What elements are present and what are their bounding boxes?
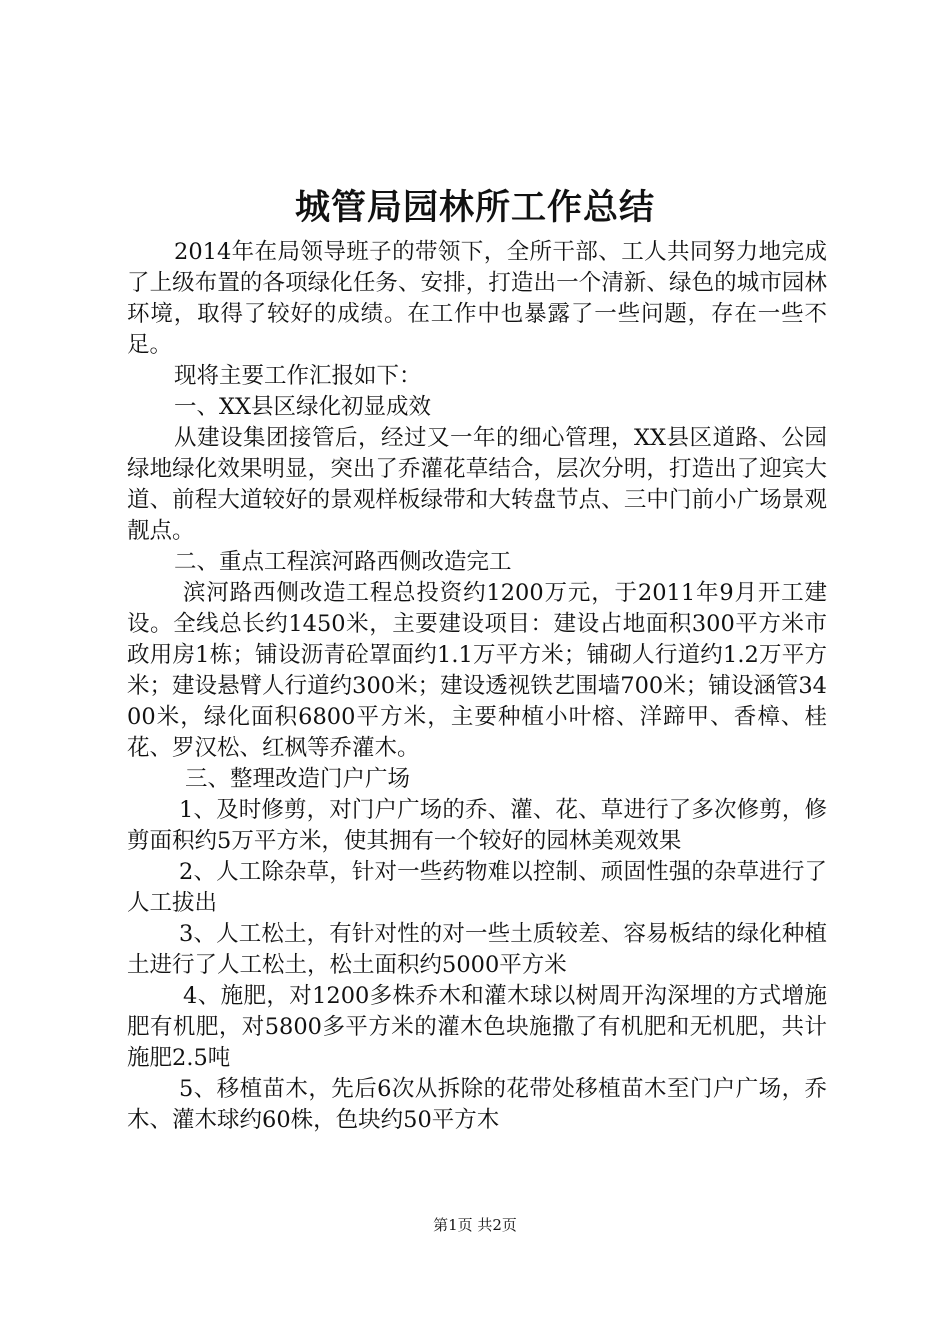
paragraph-section-1: 从建设集团接管后，经过又一年的细心管理，XX县区道路、公园绿地绿化效果明显，突出了乔灌花草结合，层次分明，打造出了迎宾大道、前程大道较好的景观样板绿带和大转盘节点、三中门前小广场景观靓点。	[127, 425, 827, 544]
paragraph-section-2: 滨河路西侧改造工程总投资约1200万元，于2011年9月开工建设。全线总长约1450米，主要建设项目：建设占地面积300平方米市政用房1栋；铺设沥青砼罩面约1.1万平方米；铺砌人行道约1.2万平方米；建设悬臂人行道约300米；建设透视铁艺围墙700米；铺设涵管3400米，绿化面积6800平方米，主要种植小叶榕、洋蹄甲、香樟、桂花、罗汉松、红枫等乔灌木。	[127, 580, 827, 761]
paragraph-report-intro: 现将主要工作汇报如下：	[174, 363, 422, 389]
section-heading-2: 二、重点工程滨河路西侧改造完工	[174, 549, 512, 575]
section-heading-1: 一、XX县区绿化初显成效	[174, 394, 432, 420]
document-title: 城管局园林所工作总结	[294, 188, 655, 228]
paragraph-intro: 2014年在局领导班子的带领下，全所干部、工人共同努力地完成了上级布置的各项绿化任务、安排，打造出一个清新、绿色的城市园林环境，取得了较好的成绩。在工作中也暴露了一些问题，存在一些不足。	[127, 239, 827, 358]
list-item-fertilizing: 4、施肥，对1200多株乔木和灌木球以树周开沟深埋的方式增施肥有机肥，对5800多平方米的灌木色块施撒了有机肥和无机肥，共计施肥2.5吨	[127, 983, 827, 1071]
list-item-transplanting: 5、移植苗木，先后6次从拆除的花带处移植苗木至门户广场，乔木、灌木球约60株，色块约50平方木	[127, 1076, 827, 1133]
page-footer: 第1页 共2页	[433, 1216, 517, 1234]
document-body	[127, 237, 827, 1136]
list-item-loosening: 3、人工松土，有针对性的对一些土质较差、容易板结的绿化种植土进行了人工松土，松土面积约5000平方米	[127, 921, 827, 978]
section-heading-3: 三、整理改造门户广场	[185, 766, 411, 792]
list-item-pruning: 1、及时修剪，对门户广场的乔、灌、花、草进行了多次修剪，修剪面积约5万平方米，使其拥有一个较好的园林美观效果	[127, 797, 827, 854]
list-item-weeding: 2、人工除杂草，针对一些药物难以控制、顽固性强的杂草进行了人工拔出	[127, 859, 827, 916]
